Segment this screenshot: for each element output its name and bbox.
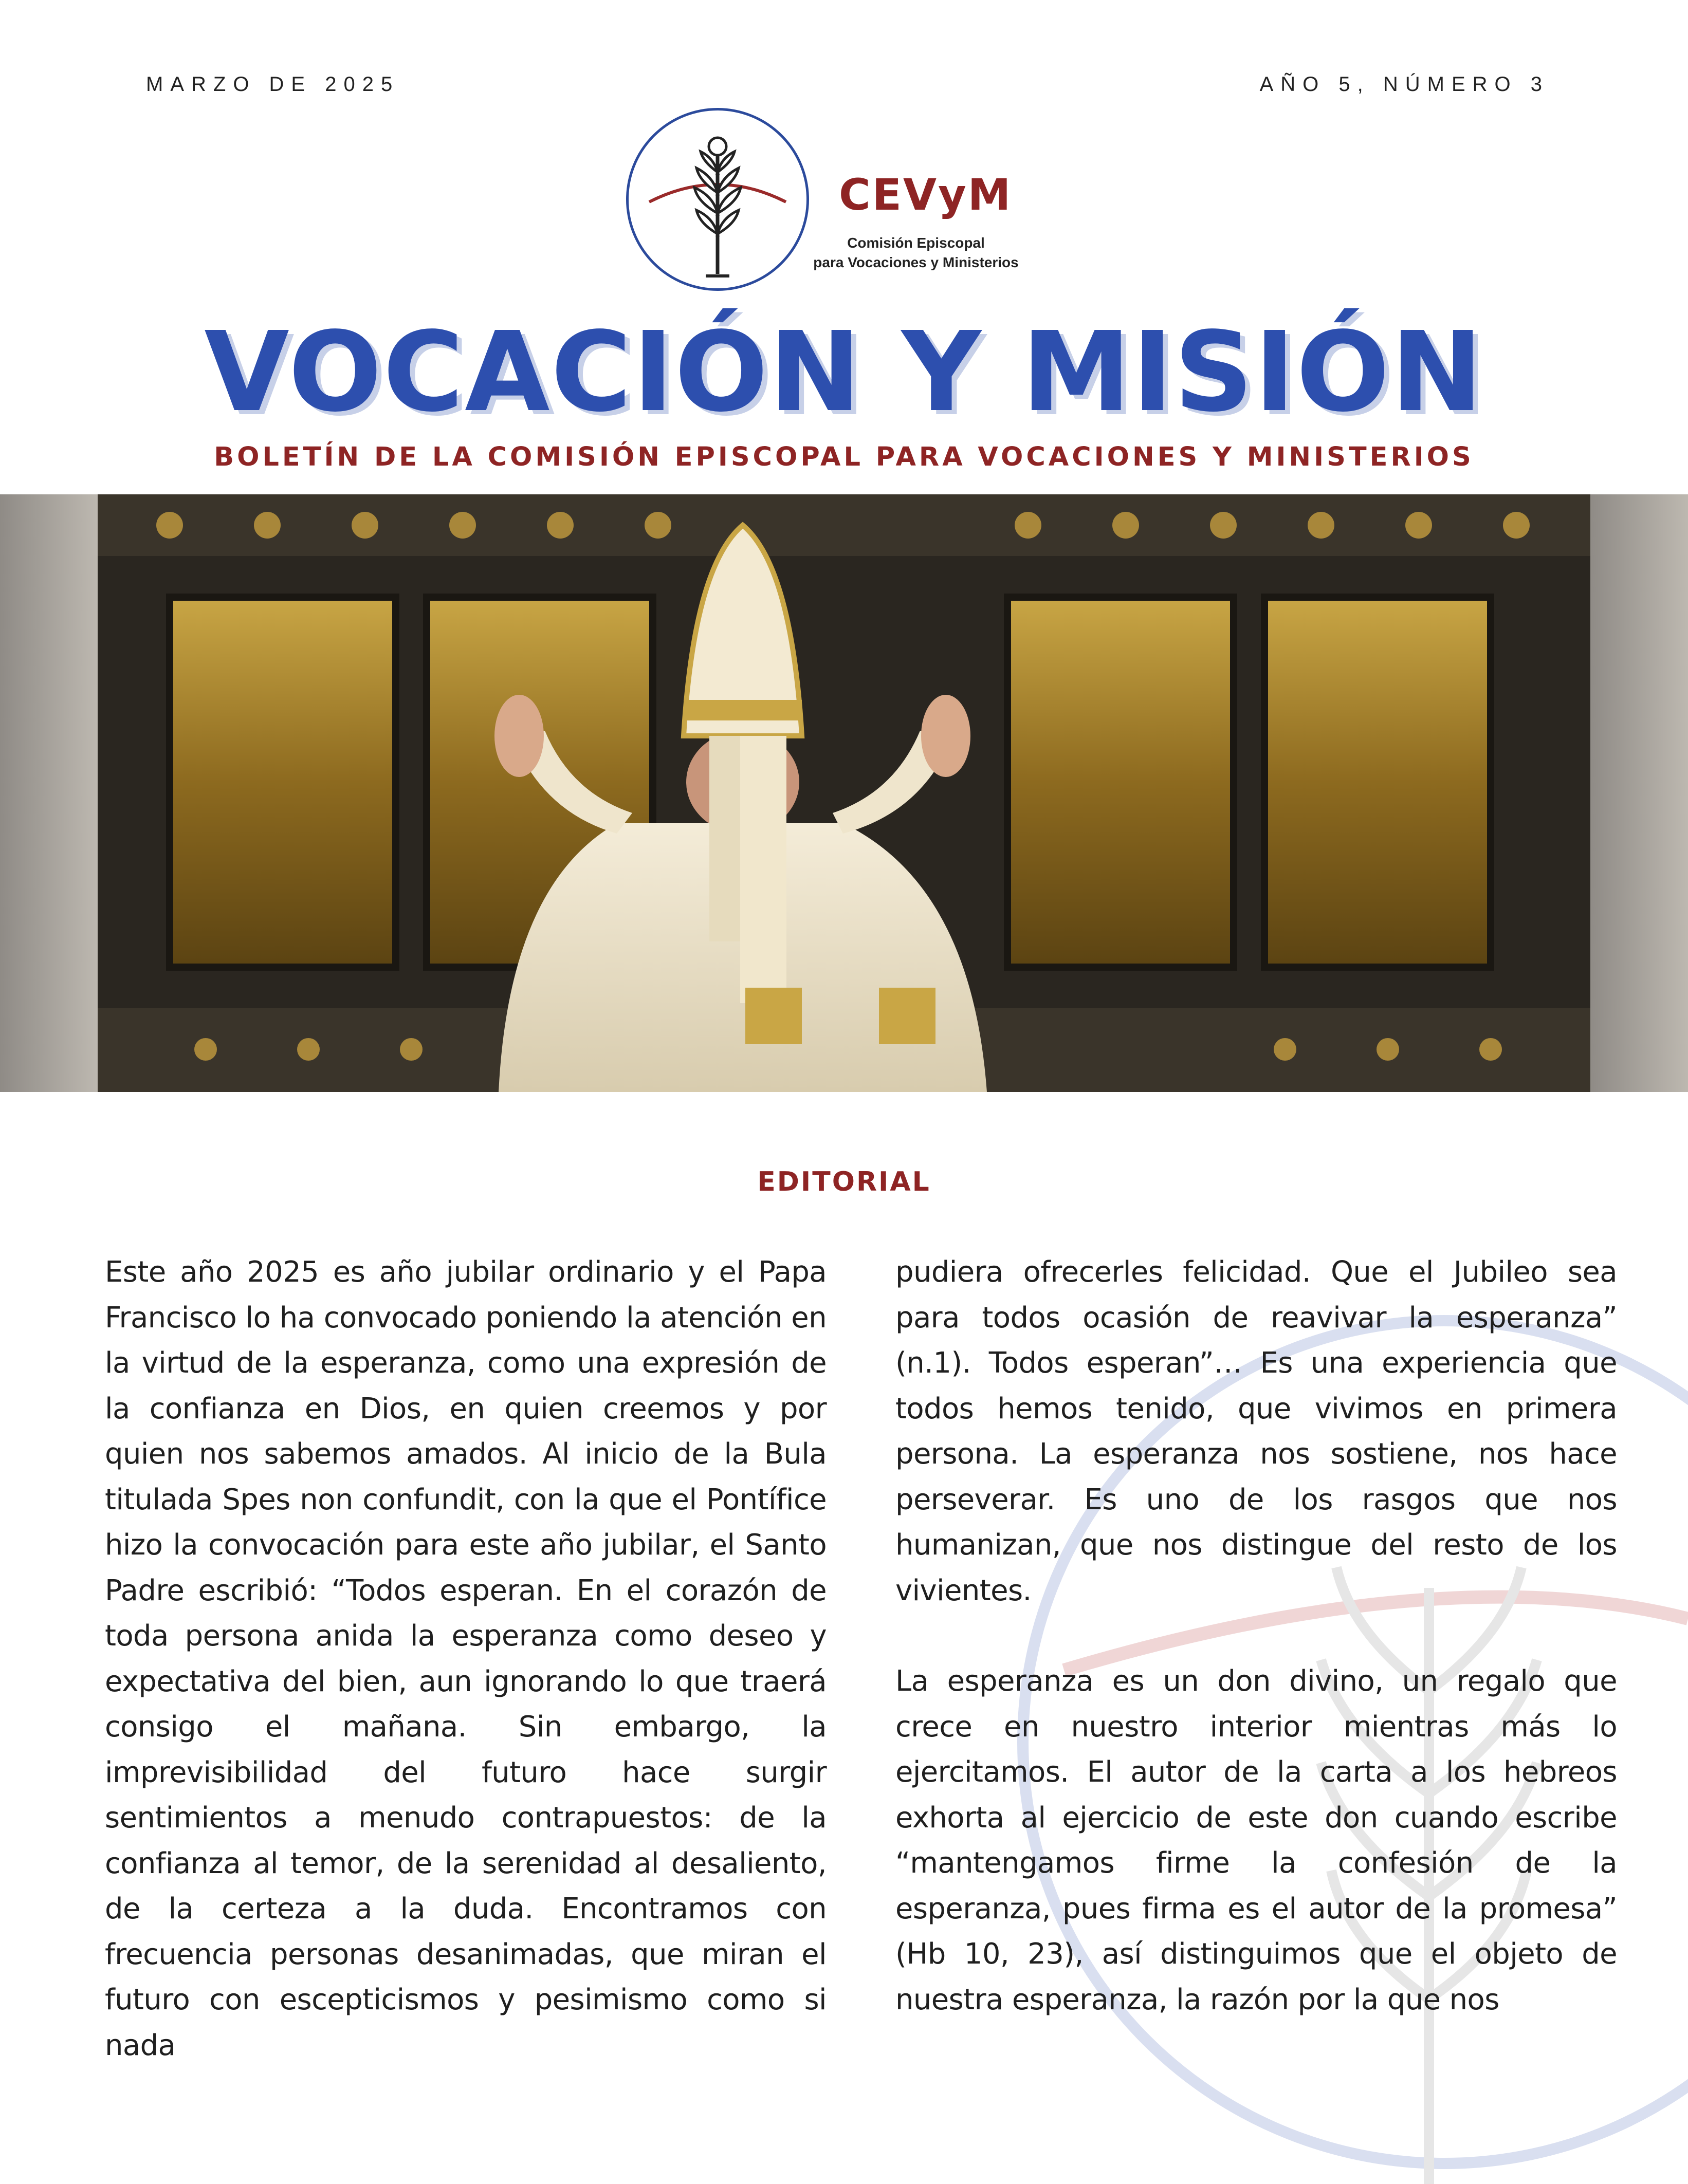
logo-subtitle (803, 233, 1029, 272)
paragraph: Este año 2025 es año jubilar ordinario y el Papa Francisco lo ha convocado poniendo la atención en la virtud de la esperanza, como una expresión de la confianza en Dios, en quien creemos y por quien nos sabemos amados. Al inicio de la Bula titulada Spes non confundit, con la que el Pontífice hizo la convocación para este año jubilar, el Santo Padre escribió: “Todos esperan. En el corazón de toda persona anida la esperanza como deseo y expectativa del bien, aun ignorando lo que traerá consigo el mañana. Sin embargo, la imprevisibilidad del futuro hace surgir sentimientos a menudo contrapuestos: de la confianza al temor, de la serenidad al desaliento, de la certeza a la duda. Encontramos con frecuencia personas desanimadas, que miran el futuro con escepticismos y pesimismo como si nada (105, 1255, 827, 2062)
article-column-left (105, 1250, 827, 2068)
newsletter-title: VOCACIÓN Y MISIÓN (204, 308, 1484, 436)
section-label-editorial: EDITORIAL (757, 1167, 931, 1197)
article-column-right (895, 1250, 1617, 2023)
logo-acronym: CEVyM (839, 170, 1013, 220)
newsletter-subtitle: BOLETÍN DE LA COMISIÓN EPISCOPAL PARA VOCACIONES Y MINISTERIOS (214, 442, 1474, 472)
pope-holy-door-photo (0, 494, 1688, 1092)
issue-number: AÑO 5, NÚMERO 3 (1259, 73, 1549, 96)
paragraph: pudiera ofrecerles felicidad. Que el Jubileo sea para todos ocasión de reavivar la esperanza” (n.1). Todos esperan”… Es una experiencia que todos hemos tenido, que vivimos en primera persona. La esperanza nos sostiene, nos hace perseverar. Es uno de los rasgos que nos humanizan, que nos distingue del resto de los vivientes. (895, 1255, 1617, 1607)
logo-subtitle-line1: Comisión Episcopal (847, 235, 985, 251)
paragraph: La esperanza es un don divino, un regalo que crece en nuestro interior mientras más lo ejercitamos. El autor de la carta a los hebreos exhorta al ejercicio de este don cuando escribe “mantengamos firme la confesión de la esperanza, pues firma es el autor de la promesa” (Hb 10, 23), así distinguimos que el objeto de nuestra esperanza, la razón por la que nos (895, 1664, 1617, 2016)
logo-subtitle-line2: para Vocaciones y Ministerios (813, 254, 1019, 270)
issue-date: MARZO DE 2025 (146, 73, 400, 96)
wheat-cross-icon (626, 108, 809, 291)
